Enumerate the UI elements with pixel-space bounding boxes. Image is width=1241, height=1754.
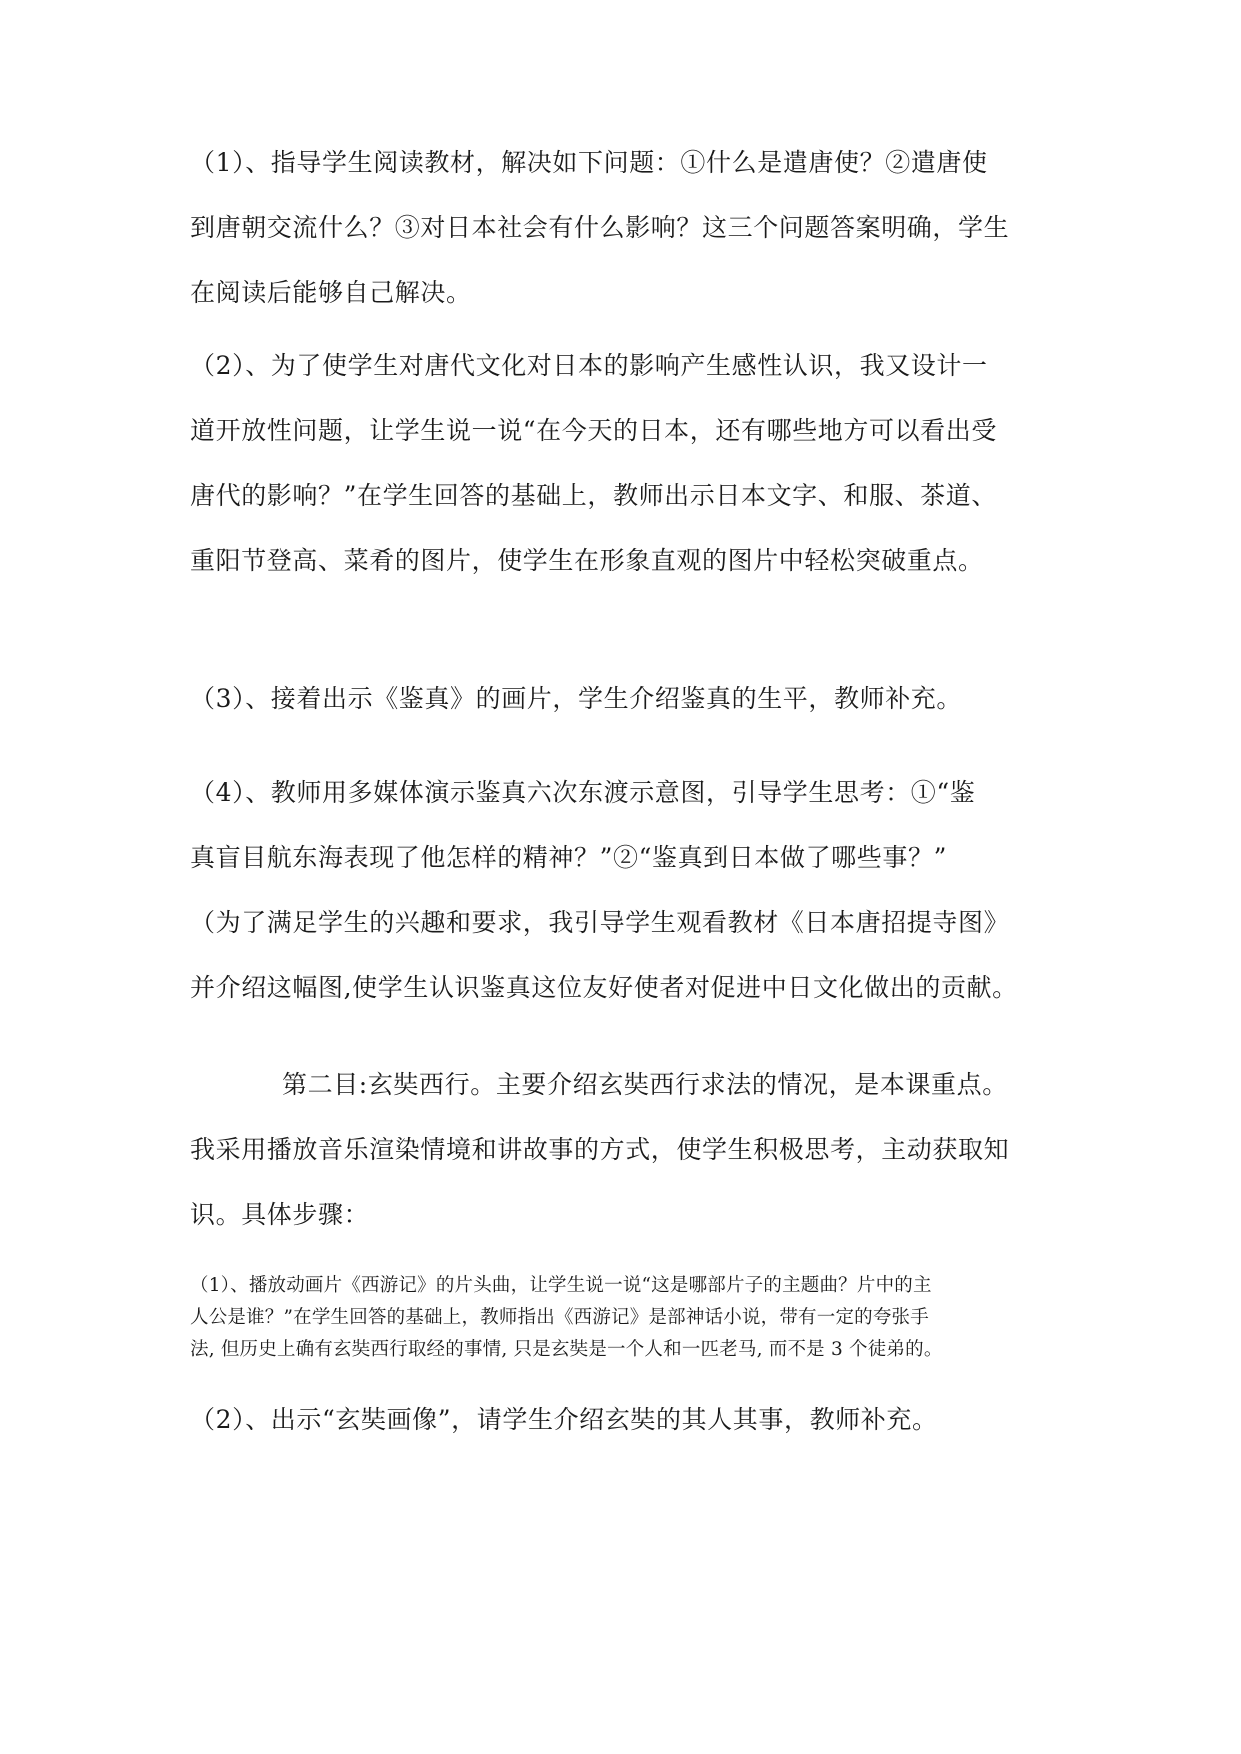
text-line: 并介绍这幅图,使学生认识鉴真这位友好使者对促进中日文化做出的贡献。 xyxy=(190,973,1018,1002)
text-line: （1）、指导学生阅读教材，解决如下问题：①什么是遣唐使？②遣唐使 xyxy=(190,148,988,177)
paragraph-jianzhen-picture xyxy=(190,666,1060,731)
text-line: （为了满足学生的兴趣和要求，我引导学生观看教材《日本唐招提寺图》 xyxy=(190,908,1010,937)
paragraph-journey-to-west xyxy=(190,1270,1070,1366)
text-line: 法, 但历史上确有玄奘西行取经的事情, 只是玄奘是一个人和一匹老马, 而不是 3 个徒弟的。 xyxy=(190,1339,943,1360)
text-line: 第二目:玄奘西行。主要介绍玄奘西行求法的情况，是本课重点。 xyxy=(282,1070,1008,1099)
text-line: 识。具体步骤： xyxy=(190,1200,370,1229)
text-line: 真盲目航东海表现了他怎样的精神？”②“鉴真到日本做了哪些事？” xyxy=(190,843,947,872)
paragraph-xuanzang-intro xyxy=(190,1052,1060,1247)
text-line: （4）、教师用多媒体演示鉴真六次东渡示意图，引导学生思考：①“鉴 xyxy=(190,778,976,807)
text-line: 人公是谁？”在学生回答的基础上，教师指出《西游记》是部神话小说，带有一定的夸张手 xyxy=(190,1307,929,1328)
paragraph-envoys-questions xyxy=(190,130,1060,325)
text-line: 重阳节登高、菜肴的图片，使学生在形象直观的图片中轻松突破重点。 xyxy=(190,546,984,575)
text-line: 唐代的影响？”在学生回答的基础上，教师出示日本文字、和服、茶道、 xyxy=(190,481,997,510)
text-line: 在阅读后能够自己解决。 xyxy=(190,278,472,307)
text-line: （2）、出示“玄奘画像”，请学生介绍玄奘的其人其事，教师补充。 xyxy=(190,1405,938,1434)
text-line: 道开放性问题，让学生说一说“在今天的日本，还有哪些地方可以看出受 xyxy=(190,416,997,445)
text-line: （1）、播放动画片《西游记》的片头曲，让学生说一说“这是哪部片子的主题曲？片中的主 xyxy=(190,1275,932,1296)
paragraph-jianzhen-voyages xyxy=(190,760,1060,1020)
paragraph-tang-influence xyxy=(190,333,1060,593)
paragraph-xuanzang-portrait xyxy=(190,1387,1060,1452)
text-line: （3）、接着出示《鉴真》的画片，学生介绍鉴真的生平，教师补充。 xyxy=(190,684,963,713)
text-line: 到唐朝交流什么？③对日本社会有什么影响？这三个问题答案明确，学生 xyxy=(190,213,1010,242)
text-line: 我采用播放音乐渲染情境和讲故事的方式，使学生积极思考，主动获取知 xyxy=(190,1135,1010,1164)
text-line: （2）、为了使学生对唐代文化对日本的影响产生感性认识，我又设计一 xyxy=(190,351,988,380)
